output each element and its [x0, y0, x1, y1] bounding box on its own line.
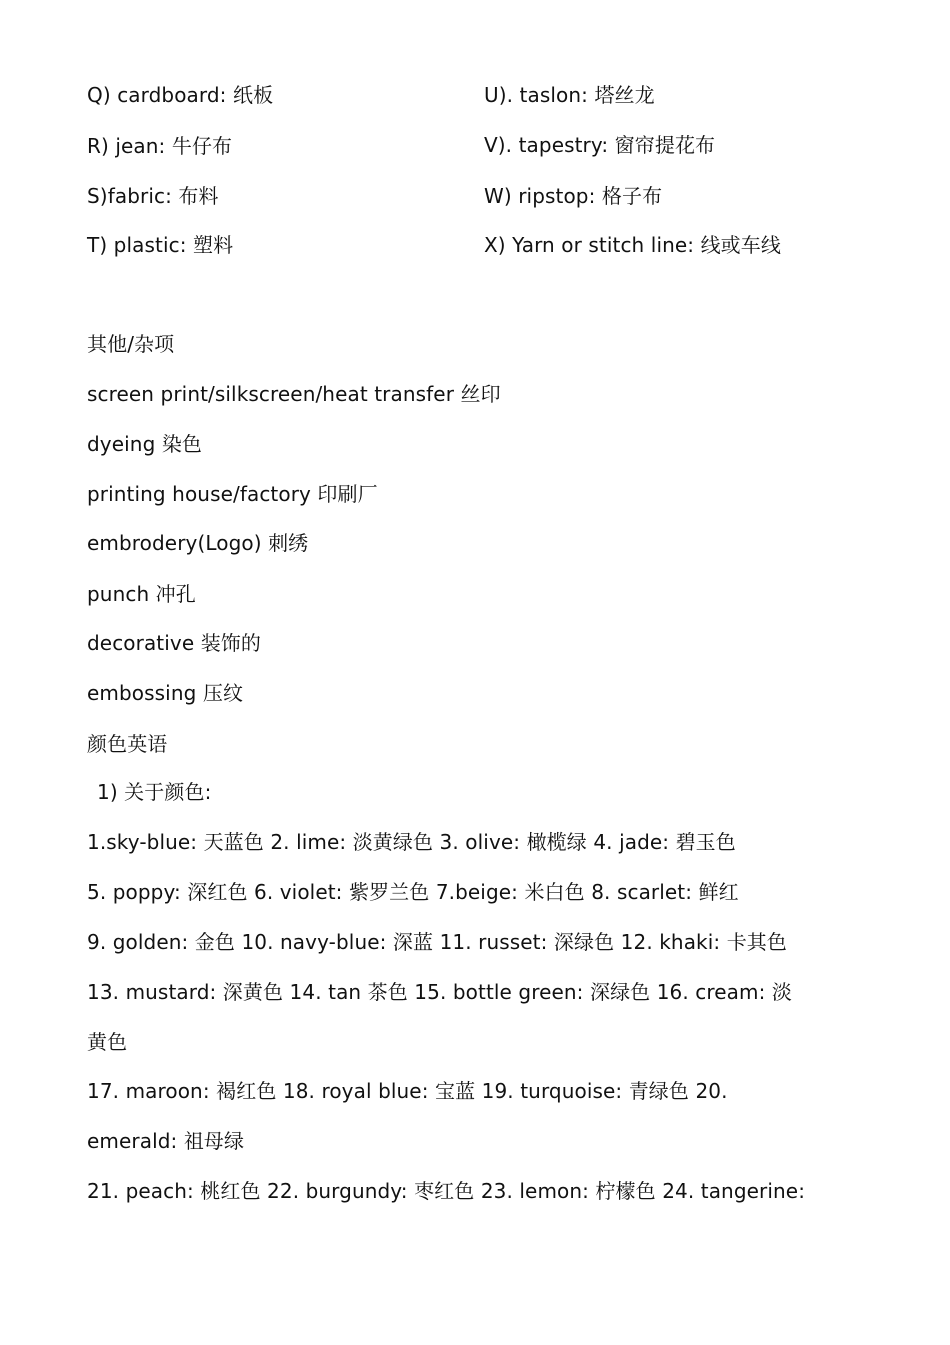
color-line-5: 黄色: [87, 1030, 128, 1054]
color-line-2: 5. poppy: 深红色 6. violet: 紫罗兰色 7.beige: 米白色 8. scarlet: 鲜红: [87, 880, 739, 904]
material-item-cardboard: Q) cardboard: 纸板: [87, 83, 274, 107]
color-line-4: 13. mustard: 深黄色 14. tan 茶色 15. bottle green: 深绿色 16. cream: 淡: [87, 980, 793, 1004]
color-line-8: 21. peach: 桃红色 22. burgundy: 枣红色 23. lemon: 柠檬色 24. tangerine:: [87, 1179, 806, 1203]
material-item-plastic: T) plastic: 塑料: [87, 233, 234, 257]
misc-item-screen-print: screen print/silkscreen/heat transfer 丝印: [87, 382, 501, 406]
material-item-tapestry: V). tapestry: 窗帘提花布: [484, 133, 716, 157]
misc-item-embroidery: embrodery(Logo) 刺绣: [87, 531, 309, 555]
color-line-7: emerald: 祖母绿: [87, 1129, 245, 1153]
material-item-fabric: S)fabric: 布料: [87, 184, 219, 208]
misc-item-decorative: decorative 装饰的: [87, 631, 262, 655]
misc-heading: 其他/杂项: [87, 332, 175, 356]
misc-item-punch: punch 冲孔: [87, 582, 196, 606]
material-item-jean: R) jean: 牛仔布: [87, 134, 233, 158]
colors-subheading: 1) 关于颜色:: [97, 780, 212, 804]
material-item-taslon: U). taslon: 塔丝龙: [484, 83, 655, 107]
color-line-1: 1.sky-blue: 天蓝色 2. lime: 淡黄绿色 3. olive: 橄榄绿 4. jade: 碧玉色: [87, 830, 736, 854]
colors-heading: 颜色英语: [87, 732, 168, 756]
color-line-3: 9. golden: 金色 10. navy-blue: 深蓝 11. russet: 深绿色 12. khaki: 卡其色: [87, 930, 787, 954]
misc-item-dyeing: dyeing 染色: [87, 432, 203, 456]
misc-item-printing-house: printing house/factory 印刷厂: [87, 482, 378, 506]
material-item-ripstop: W) ripstop: 格子布: [484, 184, 663, 208]
color-line-6: 17. maroon: 褐红色 18. royal blue: 宝蓝 19. turquoise: 青绿色 20.: [87, 1079, 728, 1103]
material-item-yarn: X) Yarn or stitch line: 线或车线: [484, 233, 781, 257]
misc-item-embossing: embossing 压纹: [87, 681, 244, 705]
